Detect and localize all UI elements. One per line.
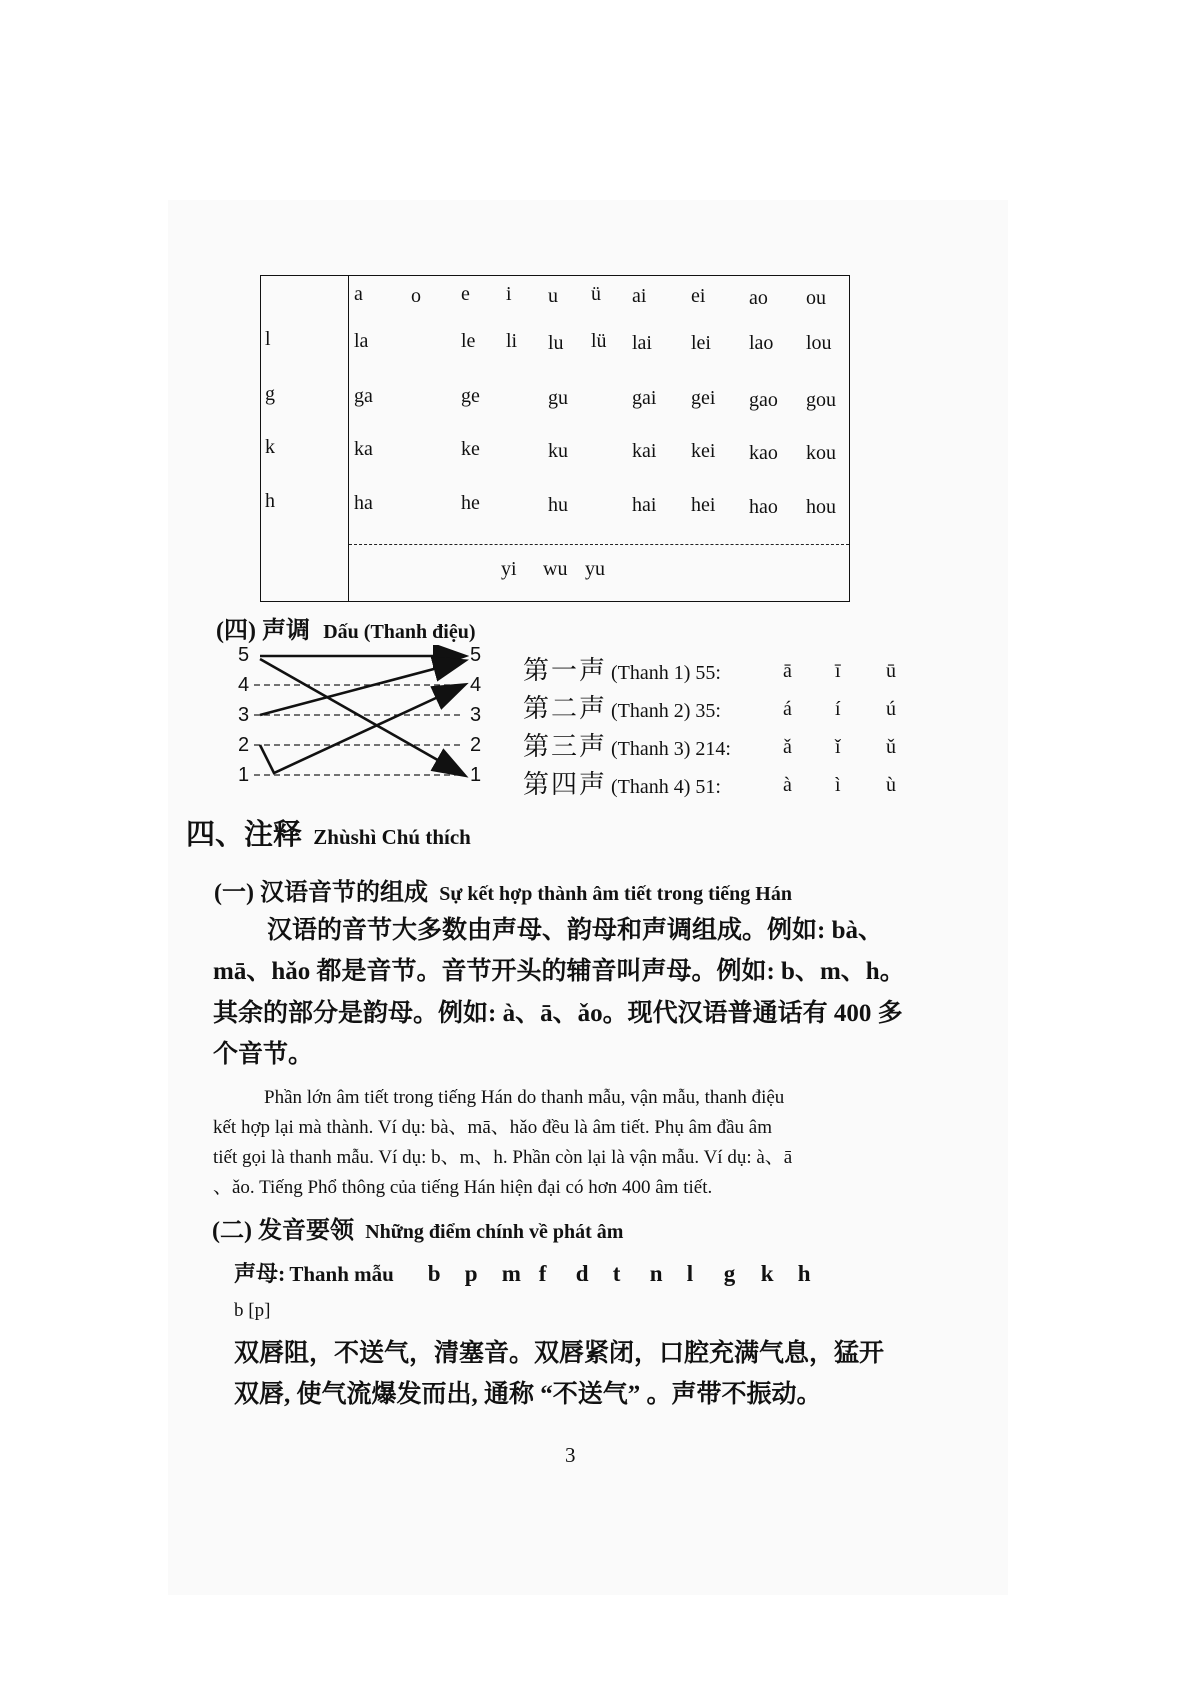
notes-heading-zh: 四、注释	[186, 819, 303, 851]
table-cell: la	[354, 330, 369, 352]
table-header-cell: a	[354, 283, 363, 305]
scale-right-label: 5	[470, 645, 482, 666]
scale-left-label: 3	[238, 704, 250, 726]
notes-heading-vi: Zhùshì Chú thích	[313, 825, 471, 849]
tone-heading-zh: (四) 声调	[216, 618, 310, 644]
paragraph-line: 其余的部分是韵母。例如: à、ā、ǎo。现代汉语普通话有 400 多	[213, 1000, 903, 1027]
table-cell: lü	[591, 330, 607, 352]
tone-example: ī	[835, 660, 841, 682]
page-number: 3	[565, 1443, 576, 1467]
table-cell: lou	[806, 332, 832, 354]
table-cell: ke	[461, 438, 480, 460]
tone4-contour	[260, 659, 464, 775]
table-cell: lai	[632, 332, 652, 354]
table-divider	[348, 276, 349, 601]
sub1-heading-vi: Sự kết hợp thành âm tiết trong tiếng Hán	[439, 883, 792, 905]
table-bottom-cell: yi	[501, 558, 517, 580]
tone-example: ū	[886, 660, 896, 682]
table-cell: gei	[691, 387, 716, 409]
table-header-cell: o	[411, 285, 421, 307]
table-cell: hou	[806, 496, 836, 518]
initial-letter: g	[723, 1261, 736, 1286]
tone-example: ì	[835, 774, 841, 796]
paragraph-line: kết hợp lại mà thành. Ví dụ: bà、mā、hǎo đều là âm tiết. Phụ âm đầu âm	[213, 1117, 772, 1138]
table-header-cell: i	[506, 283, 512, 305]
tone-heading-vi: Dấu (Thanh điệu)	[323, 621, 476, 643]
table-initial: h	[265, 490, 275, 512]
tone-contour-diagram	[238, 645, 488, 800]
sub1-heading-zh: (一) 汉语音节的组成	[214, 880, 428, 906]
initial-letter: m	[501, 1261, 521, 1286]
paragraph-line: mā、hǎo 都是音节。音节开头的辅音叫声母。例如: b、m、h。	[213, 958, 905, 985]
initial-letter: d	[575, 1261, 589, 1286]
initials-label-vi: Thanh mẫu	[289, 1262, 394, 1286]
tone-row	[523, 688, 721, 724]
tone-example: ǔ	[886, 736, 896, 758]
tone-example: ā	[783, 660, 792, 682]
tone-row	[523, 764, 721, 800]
scale-left-label: 2	[238, 734, 250, 756]
scale-right-label: 2	[470, 734, 482, 756]
tone-desc: (Thanh 2) 35:	[611, 700, 721, 722]
tone-name: 第一声	[523, 656, 608, 685]
tone3-contour	[260, 685, 464, 773]
tone-name: 第二声	[523, 694, 608, 723]
table-header-cell: u	[548, 285, 558, 307]
table-cell: gao	[749, 389, 778, 411]
table-cell: kou	[806, 442, 836, 464]
initial-letter: f	[538, 1261, 547, 1286]
table-cell: hao	[749, 496, 778, 518]
tone-desc: (Thanh 3) 214:	[611, 738, 731, 760]
paragraph-line: 汉语的音节大多数由声母、韵母和声调组成。例如: bà、	[267, 917, 883, 944]
paragraph-line: 个音节。	[213, 1041, 314, 1068]
table-cell: lu	[548, 332, 564, 354]
table-header-cell: e	[461, 283, 470, 305]
tone-name: 第四声	[523, 770, 608, 799]
paragraph-line: Phần lớn âm tiết trong tiếng Hán do thanh mẫu, vận mẫu, thanh điệu	[264, 1087, 785, 1108]
initial-letter: l	[686, 1261, 694, 1286]
table-dashed-separator	[349, 544, 849, 545]
table-initial: k	[265, 436, 275, 458]
sub2-heading-zh: (二) 发音要领	[212, 1218, 354, 1244]
tone-example: ù	[886, 774, 896, 796]
table-cell: ga	[354, 385, 373, 407]
table-header-cell: ao	[749, 287, 768, 309]
syllable-table	[260, 275, 850, 602]
table-cell: he	[461, 492, 480, 514]
table-cell: lao	[749, 332, 774, 354]
tone-example: à	[783, 774, 792, 796]
table-cell: ha	[354, 492, 373, 514]
initial-letter: k	[760, 1261, 774, 1286]
table-cell: gai	[632, 387, 657, 409]
table-header-cell: ei	[691, 285, 706, 307]
table-cell: kao	[749, 442, 778, 464]
tone-example: á	[783, 698, 792, 720]
sub2-heading	[212, 1210, 623, 1245]
tone-row	[523, 726, 731, 762]
tone-name: 第三声	[523, 732, 608, 761]
table-bottom-cell: wu	[543, 558, 568, 580]
sub2-heading-vi: Những điểm chính về phát âm	[365, 1221, 624, 1243]
table-cell: gou	[806, 389, 836, 411]
initial-letter: n	[649, 1261, 663, 1286]
sub1-heading	[214, 872, 792, 907]
table-cell: hu	[548, 494, 568, 516]
tone-row	[523, 650, 721, 686]
table-cell: hei	[691, 494, 716, 516]
initial-letter: t	[612, 1261, 621, 1286]
tone-example: ú	[886, 698, 896, 720]
paragraph-line: 双唇, 使气流爆发而出, 通称 “不送气” 。声带不振动。	[234, 1381, 822, 1408]
tone-example: í	[835, 698, 841, 720]
scale-right-label: 4	[470, 674, 482, 696]
tone-contour-svg	[238, 645, 488, 800]
tone-desc: (Thanh 1) 55:	[611, 662, 721, 684]
initial-letter: b	[427, 1261, 441, 1286]
scale-left-label: 4	[238, 674, 250, 696]
scale-left-label: 1	[238, 764, 250, 786]
tone-example: ǎ	[783, 736, 792, 758]
scale-right-label: 1	[470, 764, 482, 786]
table-cell: kei	[691, 440, 716, 462]
table-cell: ge	[461, 385, 480, 407]
b-label: b [p]	[234, 1300, 271, 1321]
initials-letters	[427, 1261, 835, 1286]
initials-label-zh: 声母:	[234, 1261, 286, 1286]
tone-desc: (Thanh 4) 51:	[611, 776, 721, 798]
scale-right-label: 3	[470, 704, 482, 726]
table-cell: ku	[548, 440, 568, 462]
table-cell: gu	[548, 387, 568, 409]
initials-row	[234, 1257, 835, 1288]
notes-heading	[186, 812, 471, 853]
tone2-contour	[260, 661, 464, 715]
table-bottom-cell: yu	[585, 558, 605, 580]
table-cell: le	[461, 330, 476, 352]
table-cell: lei	[691, 332, 711, 354]
table-initial: l	[265, 328, 271, 350]
table-header-cell: ou	[806, 287, 826, 309]
paragraph-line: tiết gọi là thanh mẫu. Ví dụ: b、m、h. Phần còn lại là vận mẫu. Ví dụ: à、ā	[213, 1147, 793, 1168]
table-initial: g	[265, 383, 275, 405]
tone-heading	[216, 610, 476, 645]
tone-example: ǐ	[835, 736, 841, 758]
paragraph-line: 双唇阻，不送气，清塞音。双唇紧闭，口腔充满气息，猛开	[234, 1340, 885, 1367]
table-header-cell: ai	[632, 285, 647, 307]
initial-letter: h	[797, 1261, 811, 1286]
table-cell: kai	[632, 440, 657, 462]
paragraph-line: 、ǎo. Tiếng Phổ thông của tiếng Hán hiện đại có hơn 400 âm tiết.	[213, 1177, 713, 1198]
initial-letter: p	[464, 1261, 478, 1286]
table-cell: li	[506, 330, 518, 352]
scale-left-label: 5	[238, 645, 250, 666]
table-cell: hai	[632, 494, 657, 516]
table-header-cell: ü	[591, 283, 601, 305]
table-cell: ka	[354, 438, 373, 460]
